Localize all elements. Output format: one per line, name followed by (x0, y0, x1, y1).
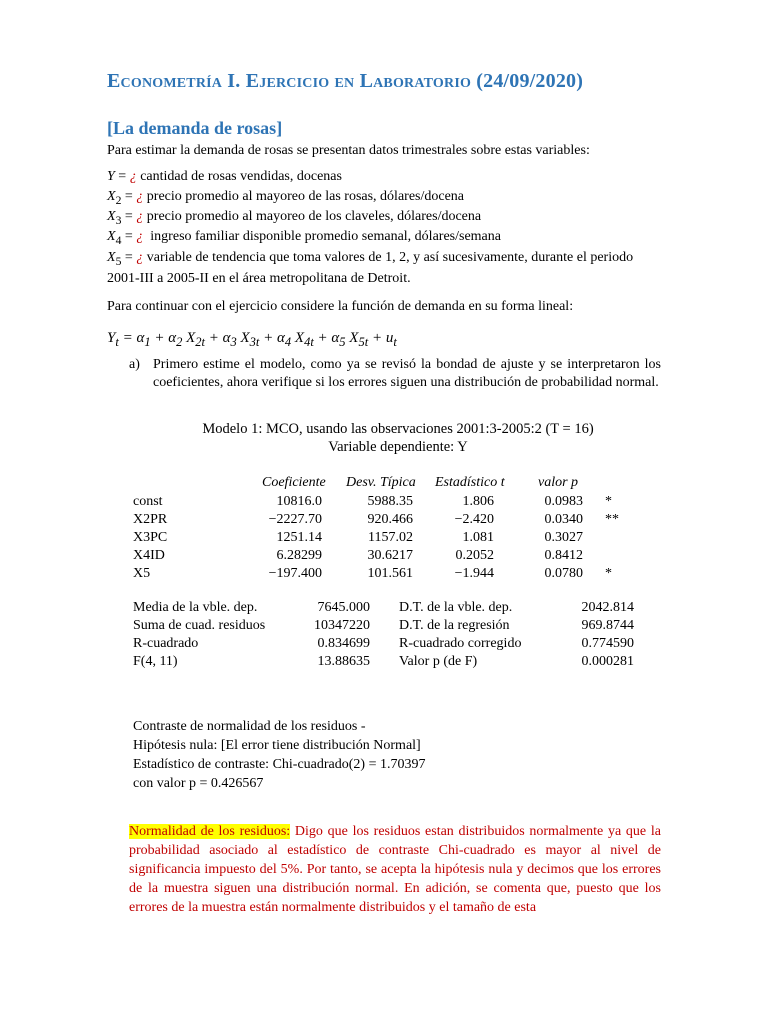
item-text: Primero estime el modelo, como ya se revisó la bondad de ajuste y se interpretaron los coeficientes, ahora verifique si los errores siguen una distribución de probabilidad normal. (153, 357, 661, 390)
coef-cell-p: 0.3027 (544, 530, 583, 545)
var-eq: = (121, 189, 137, 204)
var-sub: 4 (115, 233, 122, 247)
normality-line: Contraste de normalidad de los residuos - (133, 719, 366, 734)
title-part: L (359, 70, 374, 92)
var-mark: ¿ (136, 209, 144, 224)
stat-cell-l1: Suma de cuad. residuos (133, 618, 266, 633)
stat-cell-l1: F(4, 11) (133, 654, 178, 669)
stat-cell-l2: R-cuadrado corregido (399, 636, 522, 651)
stat-cell-l2: Valor p (de F) (399, 654, 478, 669)
col-header: valor p (538, 475, 579, 490)
intro-text: Para estimar la demanda de rosas se presentan datos trimestrales sobre estas variables: (107, 143, 590, 158)
conclusion-paragraph (129, 822, 661, 917)
stat-cell-v2: 2042.814 (581, 600, 634, 615)
title-part: jercicio en (259, 70, 360, 92)
title-part: E (245, 70, 260, 92)
coef-cell-sig: * (605, 494, 612, 509)
stat-cell-v2: 969.8744 (581, 618, 634, 633)
stat-cell-l2: D.T. de la regresión (399, 618, 510, 633)
coef-cell-t: 1.806 (462, 494, 494, 509)
coef-cell-t: 0.2052 (455, 548, 494, 563)
var-symbol: Y (107, 169, 115, 184)
coef-cell-name: const (133, 494, 163, 509)
stat-cell-l2: D.T. de la vble. dep. (399, 600, 513, 615)
title-date: (24/09/2020) (471, 70, 584, 92)
coef-cell-sig: ** (605, 512, 619, 527)
var-mark: ¿ (136, 250, 144, 265)
var-symbol: X (107, 250, 116, 265)
coef-cell-sd: 1157.02 (368, 530, 413, 545)
var-desc: precio promedio al mayoreo de las rosas, dólares/docena (143, 189, 465, 204)
coef-cell-coef: 1251.14 (276, 530, 322, 545)
var-eq: = (121, 250, 137, 265)
title-part: conometría (120, 70, 223, 92)
normality-line: con valor p = 0.426567 (133, 776, 264, 791)
title-part: I. (222, 70, 246, 92)
var-sub: 2 (115, 193, 122, 207)
conclusion-highlight: Normalidad de los residuos: (129, 824, 291, 839)
var-sub: 5 (115, 254, 122, 268)
coef-cell-coef: 6.28299 (276, 548, 322, 563)
coef-cell-p: 0.0780 (544, 566, 583, 581)
var-eq: = (121, 209, 137, 224)
var-eq: = (114, 169, 130, 184)
coef-cell-t: −1.944 (454, 566, 494, 581)
stat-cell-v1: 7645.000 (317, 600, 370, 615)
coef-cell-coef: −2227.70 (268, 512, 322, 527)
variable-desc-continued: 2001-III a 2005-II en el área metropolitana de Detroit. (107, 271, 411, 286)
var-symbol: X (107, 229, 116, 244)
var-desc: precio promedio al mayoreo de los claveles, dólares/docena (143, 209, 482, 224)
stat-cell-l1: R-cuadrado (133, 636, 199, 651)
coef-cell-sig: * (605, 566, 612, 581)
coef-cell-sd: 101.561 (367, 566, 413, 581)
title-part: aboratorio (373, 70, 472, 92)
coef-cell-sd: 920.466 (367, 512, 413, 527)
stat-cell-v2: 0.774590 (581, 636, 634, 651)
variable-line (107, 208, 481, 230)
item-label: a) (129, 357, 140, 372)
document-title (107, 70, 583, 93)
var-symbol: X (107, 189, 116, 204)
var-desc: ingreso familiar disponible promedio semanal, dólares/semana (143, 229, 501, 244)
coef-cell-name: X4ID (133, 548, 165, 563)
continue-text: Para continuar con el ejercicio considere la función de demanda en su forma lineal: (107, 299, 574, 314)
coef-cell-name: X3PC (133, 530, 168, 545)
variable-line (107, 249, 660, 271)
coef-cell-t: −2.420 (454, 512, 494, 527)
var-eq: = (121, 229, 137, 244)
normality-line: Estadístico de contraste: Chi-cuadrado(2) = 1.70397 (133, 757, 426, 772)
coef-cell-t: 1.081 (462, 530, 494, 545)
stat-cell-l1: Media de la vble. dep. (133, 600, 258, 615)
coef-cell-name: X5 (133, 566, 151, 581)
coef-cell-sd: 30.6217 (367, 548, 413, 563)
var-mark: ¿ (136, 189, 144, 204)
variable-line (107, 168, 342, 190)
stat-cell-v1: 0.834699 (317, 636, 370, 651)
coef-cell-p: 0.8412 (544, 548, 583, 563)
variable-line (107, 188, 464, 210)
coef-cell-coef: 10816.0 (276, 494, 322, 509)
var-desc: cantidad de rosas vendidas, docenas (136, 169, 342, 184)
col-header: Coeficiente (262, 475, 326, 490)
coef-cell-name: X2PR (133, 512, 168, 527)
demand-equation: $Y_t = \alpha_1 + \alpha_2$ $X_{2t} + \alpha_3$ $X_{3t} + \alpha_4$ $X_{4t} + \alpha_5$ $X_{5t} + u_t$ (107, 330, 397, 349)
coef-cell-p: 0.0340 (544, 512, 583, 527)
stat-cell-v2: 0.000281 (581, 654, 634, 669)
stat-cell-v1: 10347220 (314, 618, 370, 633)
coef-cell-sd: 5988.35 (367, 494, 413, 509)
col-header: Estadístico t (435, 475, 505, 490)
var-mark: ¿ (129, 169, 137, 184)
var-symbol: X (107, 209, 116, 224)
model-header: Modelo 1: MCO, usando las observaciones 2001:3-2005:2 (T = 16) (202, 421, 594, 437)
model-dependent-var: Variable dependiente: Y (328, 439, 468, 455)
var-desc: variable de tendencia que toma valores de 1, 2, y así sucesivamente, durante el periodo (143, 250, 634, 265)
coef-cell-p: 0.0983 (544, 494, 583, 509)
title-part: E (107, 70, 121, 92)
var-sub: 3 (115, 213, 122, 227)
coef-cell-coef: −197.400 (268, 566, 322, 581)
col-header: Desv. Típica (346, 475, 416, 490)
section-title: [La demanda de rosas] (107, 118, 283, 138)
conclusion-text: Digo que los residuos estan distribuidos normalmente ya que la probabilidad asociado al estadístico de contraste Chi-cuadrado es mayor al nivel de significancia impuesto del 5%. Por tanto, se acepta la hipótesis nula y decimos que los errores de la muestra siguen una distribución normal. En adición, se comenta que, puesto que los errores de la muestra están normalmente distribuidos y el tamaño de esta (129, 824, 661, 915)
variable-line (107, 228, 501, 250)
normality-line: Hipótesis nula: [El error tiene distribución Normal] (133, 738, 421, 753)
stat-cell-v1: 13.88635 (317, 654, 370, 669)
var-mark: ¿ (136, 229, 144, 244)
